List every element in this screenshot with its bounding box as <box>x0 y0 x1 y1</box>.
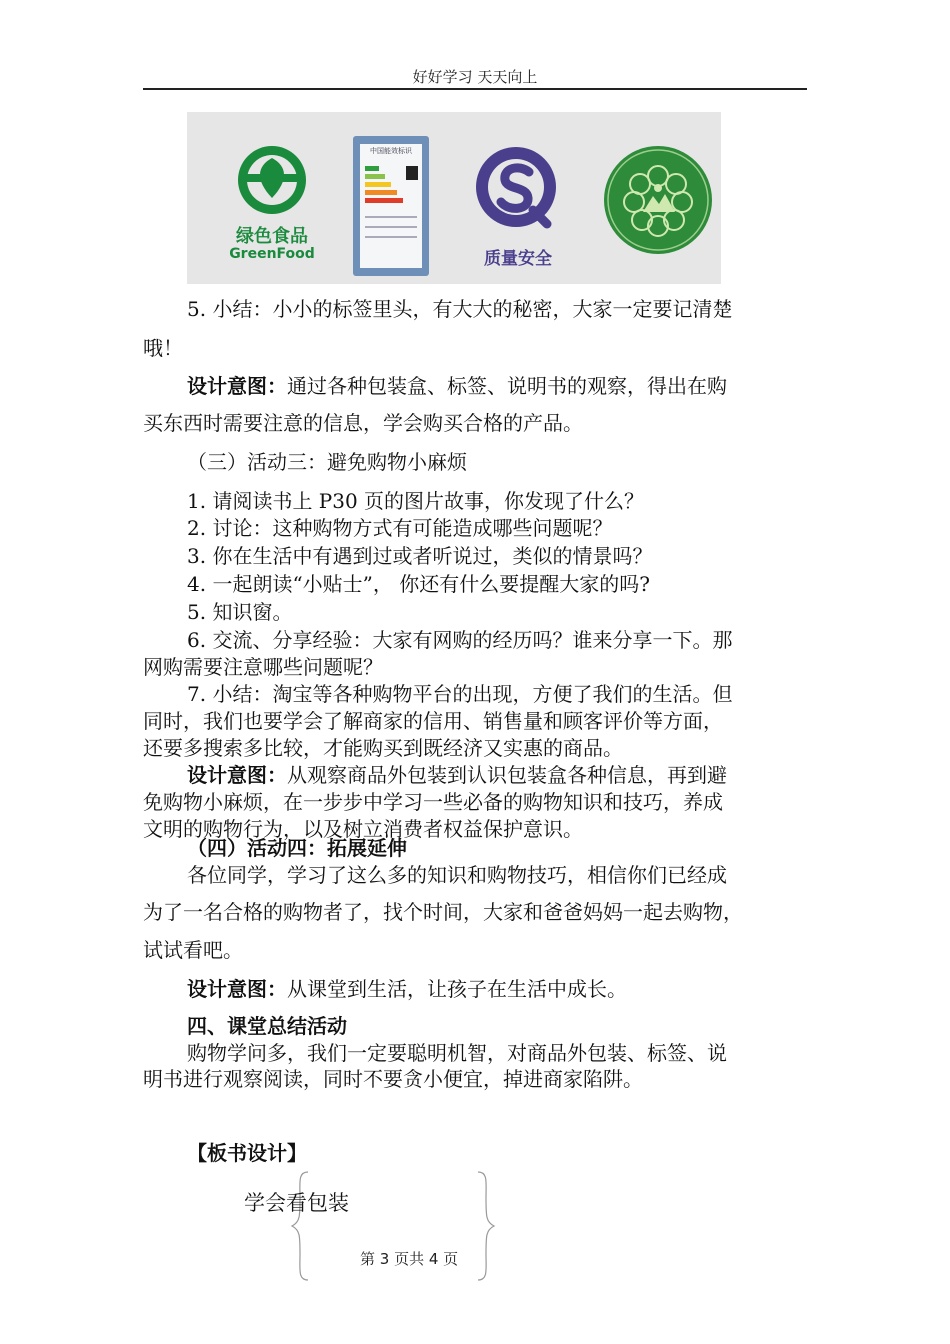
activity-3-item-6-line-2: 网购需要注意哪些问题呢？ <box>143 655 383 679</box>
activity-4-line-2: 为了一名合格的购物者了，找个时间，大家和爸爸妈妈一起去购物， <box>143 900 743 924</box>
activity-3-item-1: 1. 请阅读书上 P30 页的图片故事，你发现了什么？ <box>187 489 645 513</box>
design-intent-2-line-2: 免购物小麻烦，在一步步中学习一些必备的购物知识和技巧，养成 <box>143 790 723 814</box>
energy-bar-2 <box>365 174 385 179</box>
design-intent-text: 通过各种包装盒、标签、说明书的观察，得出在购 <box>287 374 727 398</box>
activity-3-item-4: 4. 一起朗读“小贴士”， 你还有什么要提醒大家的吗? <box>187 572 650 596</box>
energy-grade-box <box>406 166 418 180</box>
certification-logos-image <box>187 112 721 284</box>
design-intent-label: 设计意图： <box>187 977 287 1001</box>
design-intent-label: 设计意图： <box>187 763 287 787</box>
green-food-emblem-icon <box>227 138 317 228</box>
activity-3-item-3: 3. 你在生活中有遇到过或者听说过，类似的情景吗？ <box>187 544 653 568</box>
design-intent-1-line-1 <box>187 373 727 399</box>
environmental-label-logo <box>603 134 713 264</box>
page-footer: 第 3 页共 4 页 <box>360 1250 459 1268</box>
energy-bar-1 <box>365 166 379 171</box>
activity-3-item-2: 2. 讨论：这种购物方式有可能造成哪些问题呢？ <box>187 516 613 540</box>
activity-3-title: （三）活动三：避免购物小麻烦 <box>187 450 467 474</box>
header-rule <box>143 88 807 90</box>
activity-3-item-7-line-2: 同时，我们也要学会了解商家的信用、销售量和顾客评价等方面， <box>143 709 723 733</box>
section-4-line-2: 明书进行观察阅读，同时不要贪小便宜，掉进商家陷阱。 <box>143 1067 643 1091</box>
energy-bar-4 <box>365 190 397 195</box>
qs-quality-safety-logo <box>471 142 561 272</box>
activity-3-item-6-line-1: 6. 交流、分享经验：大家有网购的经历吗？谁来分享一下。那 <box>187 628 733 652</box>
green-food-en-label: GreenFood <box>229 246 315 262</box>
energy-bar-3 <box>365 182 391 187</box>
energy-efficiency-label <box>353 136 429 276</box>
activity-4-title: （四）活动四：拓展延伸 <box>187 836 407 860</box>
board-design-title: 【板书设计】 <box>187 1141 307 1165</box>
energy-info-line-1 <box>365 216 417 218</box>
design-intent-text: 从课堂到生活，让孩子在生活中成长。 <box>287 977 627 1001</box>
activity-3-item-7-line-3: 还要多搜索多比较，才能购买到既经济又实惠的商品。 <box>143 736 623 760</box>
qs-caption: 质量安全 <box>484 249 552 269</box>
page-header: 好好学习 天天向上 <box>412 68 538 86</box>
activity-3-item-7-line-1: 7. 小结：淘宝等各种购物平台的出现，方便了我们的生活。但 <box>187 682 733 706</box>
board-item: 学会看包装 <box>244 1191 349 1215</box>
environmental-emblem-icon <box>603 134 713 264</box>
design-intent-2-line-3: 文明的购物行为，以及树立消费者权益保护意识。 <box>143 817 583 841</box>
energy-label-title: 中国能效标识 <box>370 147 412 155</box>
energy-label-panel <box>360 144 422 268</box>
energy-bar-5 <box>365 198 403 203</box>
design-intent-text: 从观察商品外包装到认识包装盒各种信息，再到避 <box>287 763 727 787</box>
green-food-cn-label: 绿色食品 <box>236 226 308 247</box>
design-intent-2-line-1 <box>187 762 727 788</box>
section-4-line-1: 购物学问多，我们一定要聪明机智，对商品外包装、标签、说 <box>187 1041 727 1065</box>
design-intent-1-line-2: 买东西时需要注意的信息，学会购买合格的产品。 <box>143 411 583 435</box>
section-4-title: 四、课堂总结活动 <box>187 1014 347 1038</box>
design-intent-label: 设计意图： <box>187 374 287 398</box>
green-food-logo <box>227 138 317 268</box>
design-intent-3 <box>187 976 627 1002</box>
activity-3-item-5: 5. 知识窗。 <box>187 600 293 624</box>
activity-4-line-3: 试试看吧。 <box>143 938 243 962</box>
activity-4-line-1: 各位同学，学习了这么多的知识和购物技巧，相信你们已经成 <box>187 863 727 887</box>
summary-line-1: 5. 小结：小小的标签里头，有大大的秘密，大家一定要记清楚 <box>187 297 733 321</box>
energy-info-line-2 <box>365 226 417 228</box>
summary-line-2: 哦！ <box>143 336 183 360</box>
energy-info-line-3 <box>365 236 417 238</box>
qs-emblem-icon <box>471 142 561 232</box>
